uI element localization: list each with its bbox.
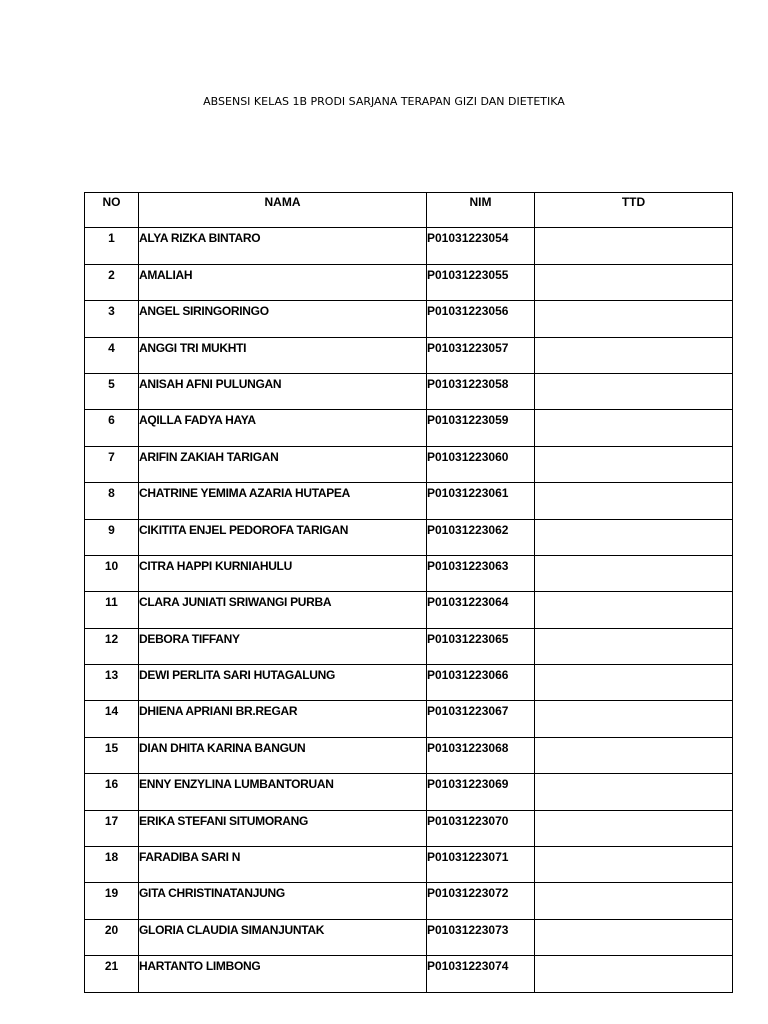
table-row [85, 519, 733, 555]
header-nim: NIM [427, 193, 535, 228]
student-nim-cell: P01031223055 [427, 264, 535, 300]
signature-cell[interactable] [535, 555, 733, 591]
table-row [85, 956, 733, 992]
signature-cell[interactable] [535, 301, 733, 337]
table-row [85, 301, 733, 337]
signature-cell[interactable] [535, 919, 733, 955]
table-row [85, 628, 733, 664]
student-name-cell: DHIENA APRIANI BR.REGAR [139, 701, 427, 737]
student-name-cell: CIKITITA ENJEL PEDOROFA TARIGAN [139, 519, 427, 555]
signature-cell[interactable] [535, 665, 733, 701]
row-number-cell: 17 [85, 810, 139, 846]
table-row [85, 883, 733, 919]
row-number-cell: 1 [85, 228, 139, 264]
header-no: NO [85, 193, 139, 228]
header-nama: NAMA [139, 193, 427, 228]
student-nim-cell: P01031223054 [427, 228, 535, 264]
row-number-cell: 2 [85, 264, 139, 300]
attendance-table [84, 192, 733, 993]
signature-cell[interactable] [535, 592, 733, 628]
student-nim-cell: P01031223056 [427, 301, 535, 337]
row-number-cell: 15 [85, 737, 139, 773]
signature-cell[interactable] [535, 701, 733, 737]
signature-cell[interactable] [535, 774, 733, 810]
table-row [85, 410, 733, 446]
student-nim-cell: P01031223073 [427, 919, 535, 955]
document-title: ABSENSI KELAS 1B PRODI SARJANA TERAPAN GIZI DAN DIETETIKA [203, 95, 565, 108]
student-nim-cell: P01031223064 [427, 592, 535, 628]
row-number-cell: 3 [85, 301, 139, 337]
student-name-cell: ARIFIN ZAKIAH TARIGAN [139, 446, 427, 482]
table-row [85, 592, 733, 628]
table-row [85, 483, 733, 519]
row-number-cell: 8 [85, 483, 139, 519]
signature-cell[interactable] [535, 228, 733, 264]
table-row [85, 665, 733, 701]
student-nim-cell: P01031223058 [427, 373, 535, 409]
table-header-row [85, 193, 733, 228]
signature-cell[interactable] [535, 483, 733, 519]
row-number-cell: 11 [85, 592, 139, 628]
header-ttd: TTD [535, 193, 733, 228]
student-nim-cell: P01031223057 [427, 337, 535, 373]
table-row [85, 847, 733, 883]
signature-cell[interactable] [535, 337, 733, 373]
student-name-cell: DEBORA TIFFANY [139, 628, 427, 664]
table-row [85, 337, 733, 373]
row-number-cell: 12 [85, 628, 139, 664]
student-nim-cell: P01031223063 [427, 555, 535, 591]
signature-cell[interactable] [535, 628, 733, 664]
student-nim-cell: P01031223066 [427, 665, 535, 701]
student-name-cell: AMALIAH [139, 264, 427, 300]
student-name-cell: DEWI PERLITA SARI HUTAGALUNG [139, 665, 427, 701]
table-row [85, 264, 733, 300]
student-nim-cell: P01031223074 [427, 956, 535, 992]
row-number-cell: 18 [85, 847, 139, 883]
row-number-cell: 14 [85, 701, 139, 737]
table-row [85, 774, 733, 810]
student-name-cell: ERIKA STEFANI SITUMORANG [139, 810, 427, 846]
student-name-cell: ENNY ENZYLINA LUMBANTORUAN [139, 774, 427, 810]
row-number-cell: 19 [85, 883, 139, 919]
table-row [85, 919, 733, 955]
student-name-cell: AQILLA FADYA HAYA [139, 410, 427, 446]
student-nim-cell: P01031223065 [427, 628, 535, 664]
student-name-cell: DIAN DHITA KARINA BANGUN [139, 737, 427, 773]
student-name-cell: GLORIA CLAUDIA SIMANJUNTAK [139, 919, 427, 955]
student-name-cell: HARTANTO LIMBONG [139, 956, 427, 992]
table-row [85, 810, 733, 846]
row-number-cell: 21 [85, 956, 139, 992]
row-number-cell: 13 [85, 665, 139, 701]
signature-cell[interactable] [535, 519, 733, 555]
row-number-cell: 6 [85, 410, 139, 446]
student-name-cell: FARADIBA SARI N [139, 847, 427, 883]
student-name-cell: ANISAH AFNI PULUNGAN [139, 373, 427, 409]
row-number-cell: 16 [85, 774, 139, 810]
signature-cell[interactable] [535, 264, 733, 300]
signature-cell[interactable] [535, 956, 733, 992]
student-nim-cell: P01031223062 [427, 519, 535, 555]
table-row [85, 701, 733, 737]
attendance-table-body [85, 228, 733, 992]
student-name-cell: CLARA JUNIATI SRIWANGI PURBA [139, 592, 427, 628]
student-nim-cell: P01031223069 [427, 774, 535, 810]
student-nim-cell: P01031223070 [427, 810, 535, 846]
signature-cell[interactable] [535, 847, 733, 883]
signature-cell[interactable] [535, 810, 733, 846]
student-nim-cell: P01031223071 [427, 847, 535, 883]
student-nim-cell: P01031223068 [427, 737, 535, 773]
table-row [85, 446, 733, 482]
signature-cell[interactable] [535, 446, 733, 482]
row-number-cell: 4 [85, 337, 139, 373]
signature-cell[interactable] [535, 373, 733, 409]
signature-cell[interactable] [535, 883, 733, 919]
table-row [85, 373, 733, 409]
student-nim-cell: P01031223060 [427, 446, 535, 482]
student-name-cell: ANGEL SIRINGORINGO [139, 301, 427, 337]
student-nim-cell: P01031223061 [427, 483, 535, 519]
row-number-cell: 9 [85, 519, 139, 555]
row-number-cell: 20 [85, 919, 139, 955]
student-name-cell: ALYA RIZKA BINTARO [139, 228, 427, 264]
signature-cell[interactable] [535, 410, 733, 446]
table-row [85, 555, 733, 591]
row-number-cell: 7 [85, 446, 139, 482]
signature-cell[interactable] [535, 737, 733, 773]
student-name-cell: ANGGI TRI MUKHTI [139, 337, 427, 373]
student-nim-cell: P01031223072 [427, 883, 535, 919]
table-row [85, 737, 733, 773]
row-number-cell: 10 [85, 555, 139, 591]
student-nim-cell: P01031223059 [427, 410, 535, 446]
student-name-cell: CITRA HAPPI KURNIAHULU [139, 555, 427, 591]
student-name-cell: CHATRINE YEMIMA AZARIA HUTAPEA [139, 483, 427, 519]
student-name-cell: GITA CHRISTINATANJUNG [139, 883, 427, 919]
table-row [85, 228, 733, 264]
row-number-cell: 5 [85, 373, 139, 409]
student-nim-cell: P01031223067 [427, 701, 535, 737]
